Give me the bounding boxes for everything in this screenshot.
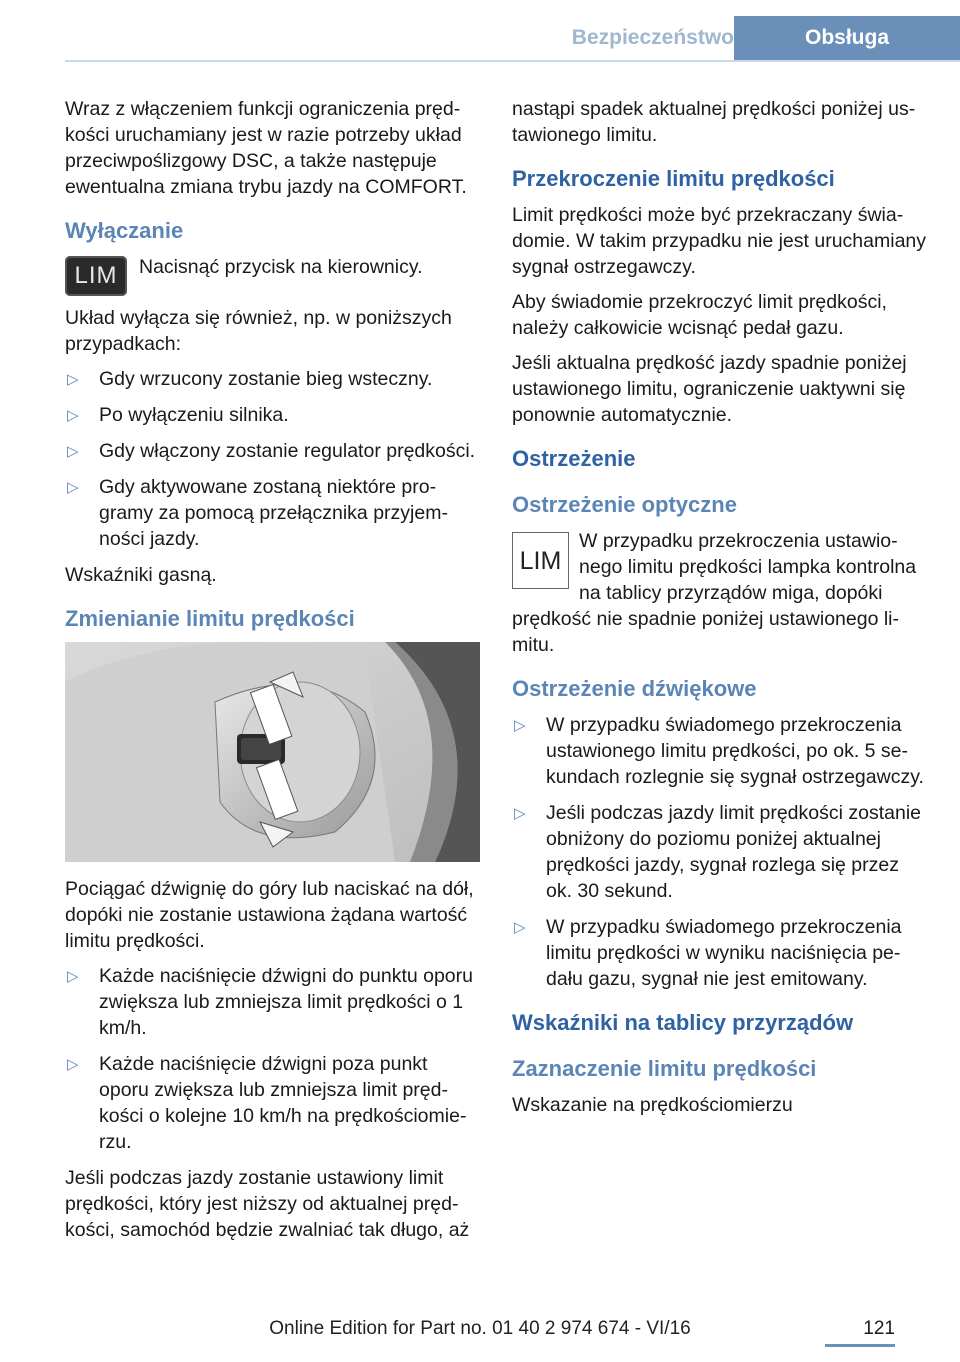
steering-wheel-lever-photo — [65, 642, 480, 862]
exceed-paragraph-3: Jeśli aktualna prędkość jazdy spadnie poniżej ustawionego limitu, ograniczenie uaktywni się ponownie automatycznie. — [512, 352, 907, 426]
right-column — [512, 96, 927, 1127]
lever-cases-list — [65, 963, 480, 1155]
triangle-bullet-icon: ▷ — [67, 479, 79, 496]
exceed-paragraph-1: Limit prędkości może być przekraczany świadomie. W takim przypadku nie jest uruchamiany sygnał ostrzegawczy. — [512, 204, 927, 278]
intro-paragraph: Wraz z włączeniem funkcji ograniczenia prędkości uruchamiany jest w razie potrzeby układ przeciwpoślizgowy DSC, a także następuje ewentualna zmiana trybu jazdy na COMFORT. — [65, 98, 467, 198]
triangle-bullet-icon: ▷ — [67, 443, 79, 460]
page-header — [65, 0, 960, 60]
section-tab-operation[interactable]: Obsługa — [734, 16, 960, 60]
pull-lever-paragraph: Pociągać dźwignię do góry lub naciskać na dół, dopóki nie zostanie ustawiona żądana wartość limitu prędkości. — [65, 878, 474, 952]
edition-footer: Online Edition for Part no. 01 40 2 974 674 - VI/16 — [269, 1318, 691, 1339]
lim-indicator-icon: LIM — [512, 532, 569, 589]
page-number-bar — [825, 1344, 895, 1347]
off-cases-list — [65, 366, 480, 552]
list-item: ▷ Gdy włączony zostanie regulator prędkości. — [65, 438, 480, 464]
section-tab-safety[interactable]: Bezpieczeństwo — [571, 26, 734, 49]
triangle-bullet-icon: ▷ — [67, 371, 79, 388]
heading-instrument-indicators: Wskaźniki na tablicy przyrządów — [512, 1010, 854, 1035]
left-column — [65, 96, 480, 1252]
list-item: ▷ Gdy wrzucony zostanie bieg wsteczny. — [65, 366, 480, 392]
lim-button-icon: LIM — [65, 256, 127, 296]
speedometer-text: Wskazanie na prędkościomierzu — [512, 1094, 793, 1116]
heading-limit-marking: Zaznaczenie limitu prędkości — [512, 1056, 817, 1081]
optical-warning-text: W przypadku przekroczenia ustawionego limitu prędkości lampka kontrolna na tablicy przyrządów miga, dopóki prędkość nie spadnie poniżej ustawionego limitu. — [512, 530, 917, 656]
heading-warning: Ostrzeżenie — [512, 446, 636, 471]
header-divider — [65, 60, 960, 62]
lower-limit-paragraph: Jeśli podczas jazdy zostanie ustawiony limit prędkości, który jest niższy od aktualnej prędkości, samochód będzie zwalniać tak długo, aż — [65, 1167, 470, 1241]
triangle-bullet-icon: ▷ — [514, 717, 526, 734]
heading-switch-off: Wyłączanie — [65, 218, 184, 243]
list-item: ▷ W przypadku świadomego przekroczenia ustawionego limitu prędkości, po ok. 5 sekundach rozlegnie się sygnał ostrzegawczy. — [514, 714, 924, 788]
indicators-off-text: Wskaźniki gasną. — [65, 564, 217, 586]
exceed-paragraph-2: Aby świadomie przekroczyć limit prędkości, należy całkowicie wcisnąć pedał gazu. — [512, 291, 887, 339]
acoustic-cases-list — [512, 712, 927, 992]
press-button-text: Nacisnąć przycisk na kierownicy. — [139, 256, 423, 278]
optical-warning-row — [512, 528, 927, 658]
triangle-bullet-icon: ▷ — [514, 805, 526, 822]
heading-change-limit: Zmienianie limitu prędkości — [65, 606, 355, 631]
heading-exceed-limit: Przekroczenie limitu prędkości — [512, 166, 835, 191]
list-item: ▷ Gdy aktywowane zostaną niektóre programy za pomocą przełącznika przyjemności jazdy. — [67, 476, 448, 550]
heading-acoustic-warning: Ostrzeżenie dźwiękowe — [512, 676, 757, 701]
list-item: ▷ Po wyłączeniu silnika. — [65, 402, 480, 428]
lim-button-row — [65, 254, 480, 296]
heading-optical-warning: Ostrzeżenie optyczne — [512, 492, 737, 517]
list-item: ▷ Każde naciśnięcie dźwigni poza punkt oporu zwiększa lub zmniejsza limit prędkości o kolejne 10 km/h na prędkościomierzu. — [67, 1053, 467, 1153]
also-off-paragraph: Układ wyłącza się również, np. w poniższych przypadkach: — [65, 307, 452, 355]
page-number: 121 — [863, 1318, 895, 1339]
list-item: ▷ W przypadku świadomego przekroczenia limitu prędkości w wyniku naciśnięcia pedału gazu, sygnał nie jest emitowany. — [514, 916, 902, 990]
list-item: ▷ Każde naciśnięcie dźwigni do punktu oporu zwiększa lub zmniejsza limit prędkości o 1 km/h. — [67, 965, 473, 1039]
triangle-bullet-icon: ▷ — [514, 919, 526, 936]
continued-paragraph: nastąpi spadek aktualnej prędkości poniżej ustawionego limitu. — [512, 98, 916, 146]
triangle-bullet-icon: ▷ — [67, 968, 79, 985]
list-item: ▷ Jeśli podczas jazdy limit prędkości zostanie obniżony do poziomu poniżej aktualnej prędkości jazdy, sygnał rozlega się przez ok. 30 sekund. — [514, 802, 921, 902]
triangle-bullet-icon: ▷ — [67, 1056, 79, 1073]
triangle-bullet-icon: ▷ — [67, 407, 79, 424]
